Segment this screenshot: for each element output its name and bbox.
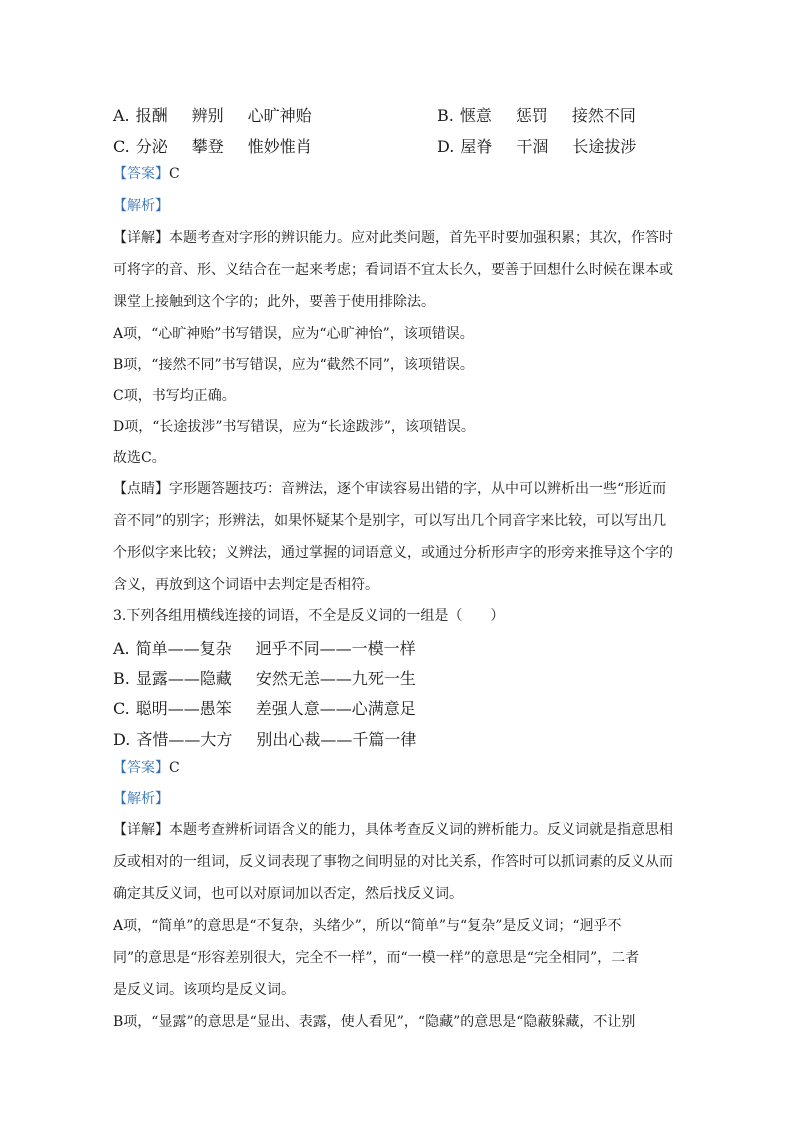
- option-label: D.: [437, 137, 455, 156]
- q3-detail-line-1: [113, 820, 681, 840]
- option-word: 辨别: [191, 106, 224, 125]
- q2-detail-line-1: [113, 228, 681, 248]
- option-pair: 简单——复杂: [135, 639, 232, 658]
- answer-tag: 【答案】: [113, 166, 169, 182]
- comment-tag: 【点睛】: [113, 481, 169, 497]
- q2-comment-line-2: 音不同”的别字；形辨法，如果怀疑某个是别字，可以写出几个同音字来比较，可以写出几: [113, 513, 667, 529]
- q2-analysis-heading: [113, 196, 681, 216]
- q3-analysis-heading: [113, 789, 681, 809]
- q3-item-b-line-1: B项，“显露”的意思是“显出、表露，使人看见”，“隐藏”的意思是“隐蔽躲藏，不让别: [113, 1014, 636, 1030]
- option-pair: 聪明——愚笨: [135, 699, 232, 718]
- q2-answer: [113, 164, 681, 184]
- q3-item-a-line-1: A项，“简单”的意思是“不复杂，头绪少”，所以“简单”与“复杂”是反义词；“迥乎不: [113, 918, 622, 934]
- option-pair: 显露——隐藏: [135, 669, 232, 688]
- q3-stem: 3.下列各组用横线连接的词语，不全是反义词的一组是（ ）: [113, 608, 505, 624]
- option-pair: 别出心裁——千篇一律: [256, 730, 417, 749]
- option-word: 接然不同: [571, 106, 636, 125]
- option-word: 屋脊: [460, 137, 493, 156]
- q2-comment-line-3: 个形似字来比较；义辨法，通过掌握的词语意义，或通过分析形声字的形旁来推导这个字的: [113, 545, 673, 561]
- option-word: 惬意: [459, 106, 492, 125]
- option-label: B.: [437, 106, 454, 125]
- option-word: 惩罚: [515, 106, 548, 125]
- q3-answer: [113, 758, 681, 778]
- option-pair: 迥乎不同——一模一样: [255, 639, 416, 658]
- q3-option-c: [113, 696, 440, 719]
- q3-detail-line-2: 反或相对的一组词，反义词表现了事物之间明显的对比关系，作答时可以抓词素的反义从而: [113, 854, 673, 870]
- option-pair: 差强人意——心满意足: [255, 699, 416, 718]
- q3-detail-line-3: 确定其反义词，也可以对原词加以否定，然后找反义词。: [113, 886, 463, 902]
- q2-detail-line-2: 可将字的音、形、义结合在一起来考虑；看词语不宜太长久，要善于回想什么时候在课本或: [113, 262, 673, 278]
- option-pair: 安然无恙——九死一生: [255, 669, 416, 688]
- option-word: 分泌: [135, 137, 168, 156]
- q2-comment-line-4: 含义，再放到这个词语中去判定是否相符。: [113, 577, 379, 593]
- option-word: 心旷神贻: [247, 106, 312, 125]
- option-label: B.: [113, 669, 130, 688]
- analysis-tag: 【解析】: [113, 198, 169, 214]
- option-word: 攀登: [191, 137, 224, 156]
- q2-option-a: [113, 103, 336, 126]
- option-label: A.: [113, 639, 130, 658]
- q2-option-b: [437, 103, 660, 126]
- q2-item-c: C项，书写均正确。: [113, 388, 236, 404]
- answer-value: C: [169, 760, 180, 776]
- option-word: 报酬: [135, 106, 168, 125]
- detail-text: 本题考查对字形的辨识能力。应对此类问题，首先平时要加强积累；其次，作答时: [169, 230, 673, 246]
- q2-detail-line-3: 课堂上接触到这个字的；此外，要善于使用排除法。: [113, 294, 435, 310]
- comment-text: 字形题答题技巧：音辨法，逐个审读容易出错的字，从中可以辨析出一些“形近而: [169, 481, 667, 497]
- q3-option-d: [113, 727, 440, 750]
- q3-option-a: [113, 636, 440, 659]
- detail-tag: 【详解】: [113, 230, 169, 246]
- q3-item-a-line-2: 同”的意思是“形容差别很大，完全不一样”，而“一模一样”的意思是“完全相同”，二者: [113, 950, 640, 966]
- q2-option-d: [437, 134, 660, 157]
- option-label: D.: [113, 730, 131, 749]
- option-label: C.: [113, 699, 130, 718]
- q2-comment-line-1: [113, 479, 681, 499]
- option-pair: 吝惜——大方: [136, 730, 233, 749]
- q2-item-a: A项，“心旷神贻”书写错误，应为“心旷神怡”，该项错误。: [113, 326, 474, 342]
- detail-text: 本题考查辨析词语含义的能力，具体考查反义词的辨析能力。反义词就是指意思相: [169, 822, 673, 838]
- answer-tag: 【答案】: [113, 760, 169, 776]
- q3-option-b: [113, 666, 440, 689]
- q2-conclusion: 故选C。: [113, 450, 166, 466]
- detail-tag: 【详解】: [113, 822, 169, 838]
- q2-item-b: B项，“接然不同”书写错误，应为“截然不同”，该项错误。: [113, 357, 474, 373]
- option-label: A.: [113, 106, 130, 125]
- analysis-tag: 【解析】: [113, 791, 169, 807]
- option-word: 惟妙惟肖: [247, 137, 312, 156]
- option-label: C.: [113, 137, 130, 156]
- option-word: 干涸: [516, 137, 549, 156]
- option-word: 长途拔涉: [572, 137, 637, 156]
- q3-item-a-line-3: 是反义词。该项均是反义词。: [113, 982, 295, 998]
- answer-value: C: [169, 166, 180, 182]
- q2-option-c: [113, 134, 336, 157]
- q2-item-d: D项，“长途拔涉”书写错误，应为“长途跋涉”，该项错误。: [113, 419, 475, 435]
